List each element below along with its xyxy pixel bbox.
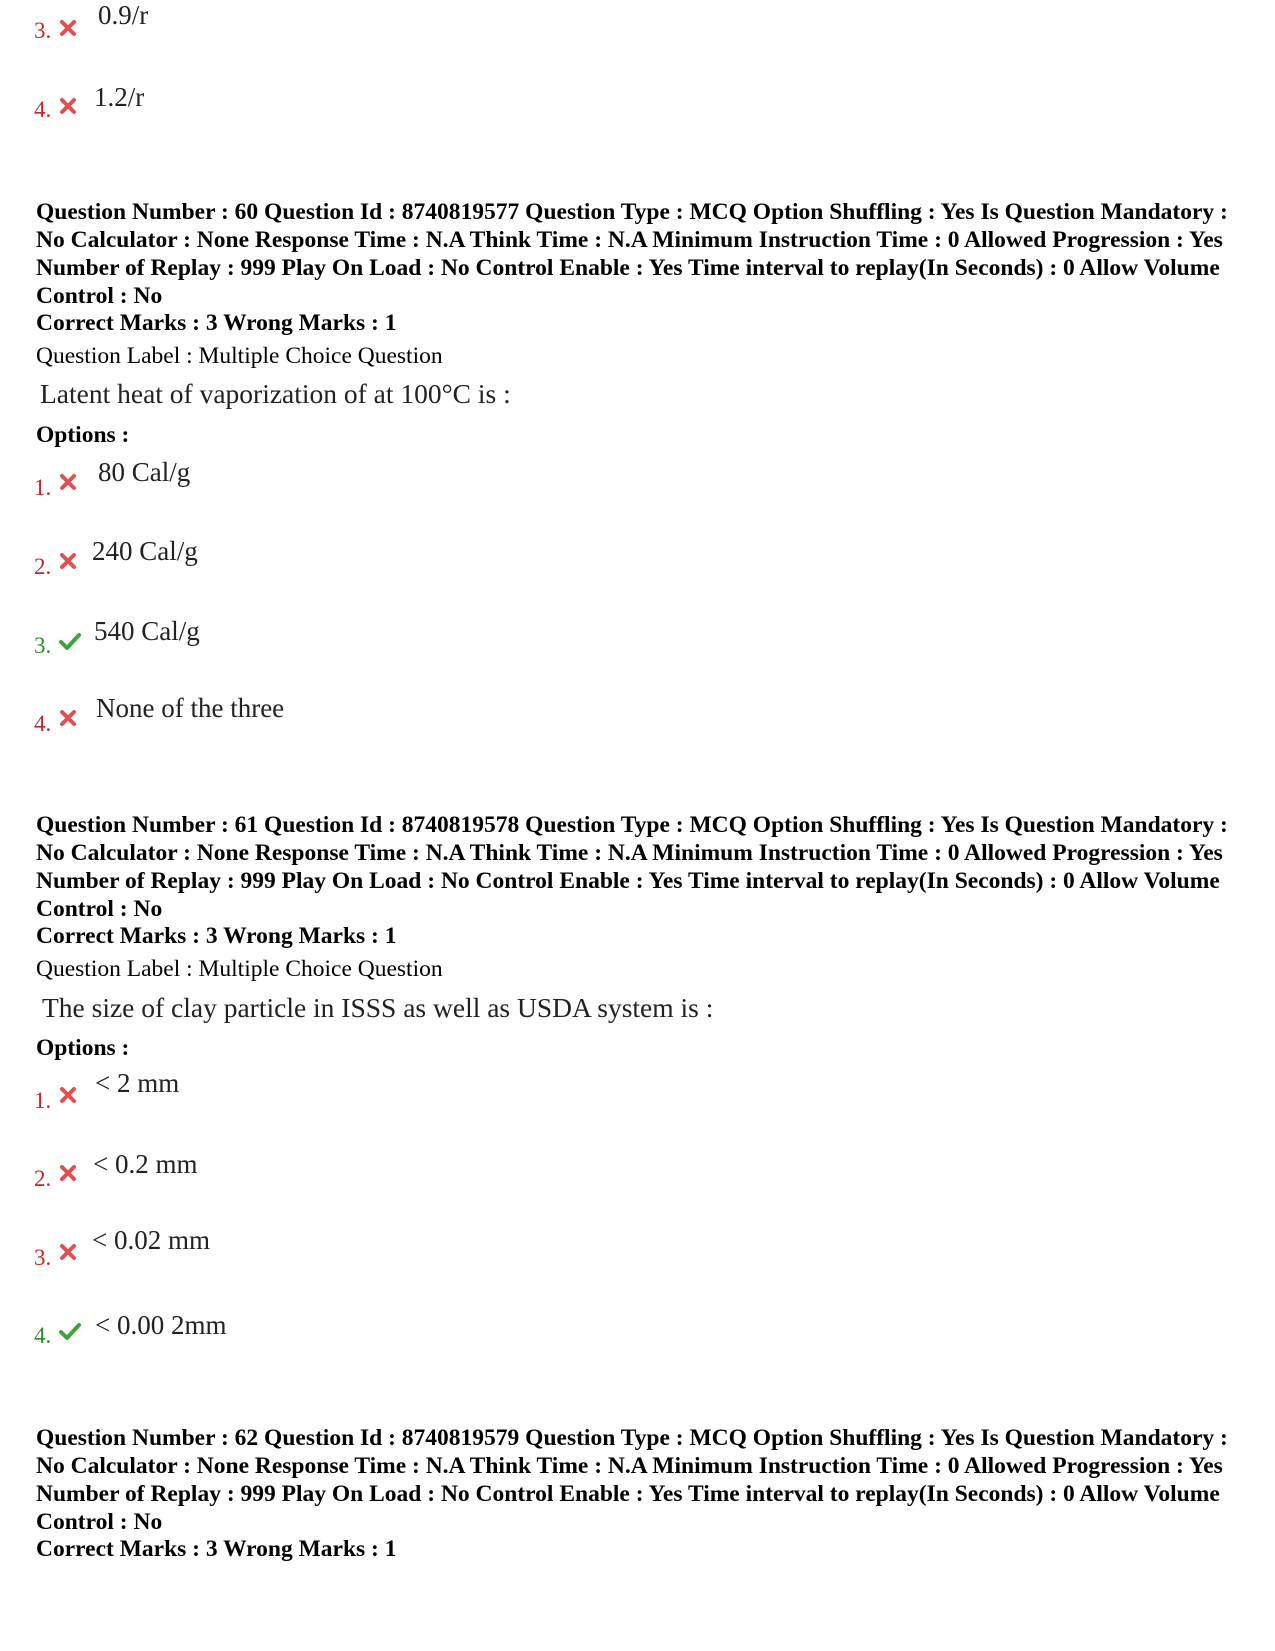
cross-icon xyxy=(58,708,78,728)
question-marks: Correct Marks : 3 Wrong Marks : 1 xyxy=(36,923,397,949)
question-meta: Question Number : 62 Question Id : 8740819579 Question Type : MCQ Option Shuffling : Yes Is Question Mandatory : No Calculator : None Response Time : N.A Think Time : N.A Minimum Instruction Time : 0 Allowed Progression : Yes Number of Replay : 999 Play On Load : No Control Enable : Yes Time interval to replay(In Seconds) : 0 Allow Volume Control : No xyxy=(36,1425,1228,1535)
option-text: < 0.02 mm xyxy=(92,1225,210,1255)
option-text: 80 Cal/g xyxy=(98,457,191,487)
check-icon xyxy=(58,631,82,651)
question-meta: Question Number : 60 Question Id : 8740819577 Question Type : MCQ Option Shuffling : Yes Is Question Mandatory : No Calculator : None Response Time : N.A Think Time : N.A Minimum Instruction Time : 0 Allowed Progression : Yes Number of Replay : 999 Play On Load : No Control Enable : Yes Time interval to replay(In Seconds) : 0 Allow Volume Control : No xyxy=(36,199,1228,309)
option-number: 3. xyxy=(34,18,52,43)
option-number: 4. xyxy=(34,711,52,736)
option-text: 540 Cal/g xyxy=(94,616,200,646)
question-label: Question Label : Multiple Choice Question xyxy=(36,956,443,982)
question-text: The size of clay particle in ISSS as well as USDA system is : xyxy=(42,992,714,1023)
option-number: 1. xyxy=(34,475,52,500)
options-header: Options : xyxy=(36,1035,130,1061)
cross-icon xyxy=(58,1163,78,1183)
option-number: 2. xyxy=(34,554,52,579)
option-number: 4. xyxy=(34,97,52,122)
option-text: < 0.2 mm xyxy=(93,1149,198,1179)
option-text: 0.9/r xyxy=(98,0,149,30)
option-text: None of the three xyxy=(96,693,285,723)
cross-icon xyxy=(58,1085,78,1105)
question-marks: Correct Marks : 3 Wrong Marks : 1 xyxy=(36,1536,397,1562)
option-number: 2. xyxy=(34,1166,52,1191)
option-text: < 2 mm xyxy=(95,1068,180,1098)
cross-icon xyxy=(58,472,78,492)
cross-icon xyxy=(58,96,78,116)
option-number: 4. xyxy=(34,1323,52,1348)
cross-icon xyxy=(58,18,78,38)
option-number: 3. xyxy=(34,633,52,658)
question-label: Question Label : Multiple Choice Question xyxy=(36,343,443,369)
cross-icon xyxy=(58,551,78,571)
question-meta: Question Number : 61 Question Id : 8740819578 Question Type : MCQ Option Shuffling : Yes Is Question Mandatory : No Calculator : None Response Time : N.A Think Time : N.A Minimum Instruction Time : 0 Allowed Progression : Yes Number of Replay : 999 Play On Load : No Control Enable : Yes Time interval to replay(In Seconds) : 0 Allow Volume Control : No xyxy=(36,812,1228,922)
option-number: 3. xyxy=(34,1245,52,1270)
option-text: 1.2/r xyxy=(94,82,145,112)
option-text: 240 Cal/g xyxy=(92,536,198,566)
options-header: Options : xyxy=(36,422,130,448)
question-marks: Correct Marks : 3 Wrong Marks : 1 xyxy=(36,310,397,336)
option-text: < 0.00 2mm xyxy=(95,1310,227,1340)
option-number: 1. xyxy=(34,1088,52,1113)
check-icon xyxy=(58,1321,82,1341)
cross-icon xyxy=(58,1242,78,1262)
question-text: Latent heat of vaporization of at 100°C is : xyxy=(40,378,511,409)
